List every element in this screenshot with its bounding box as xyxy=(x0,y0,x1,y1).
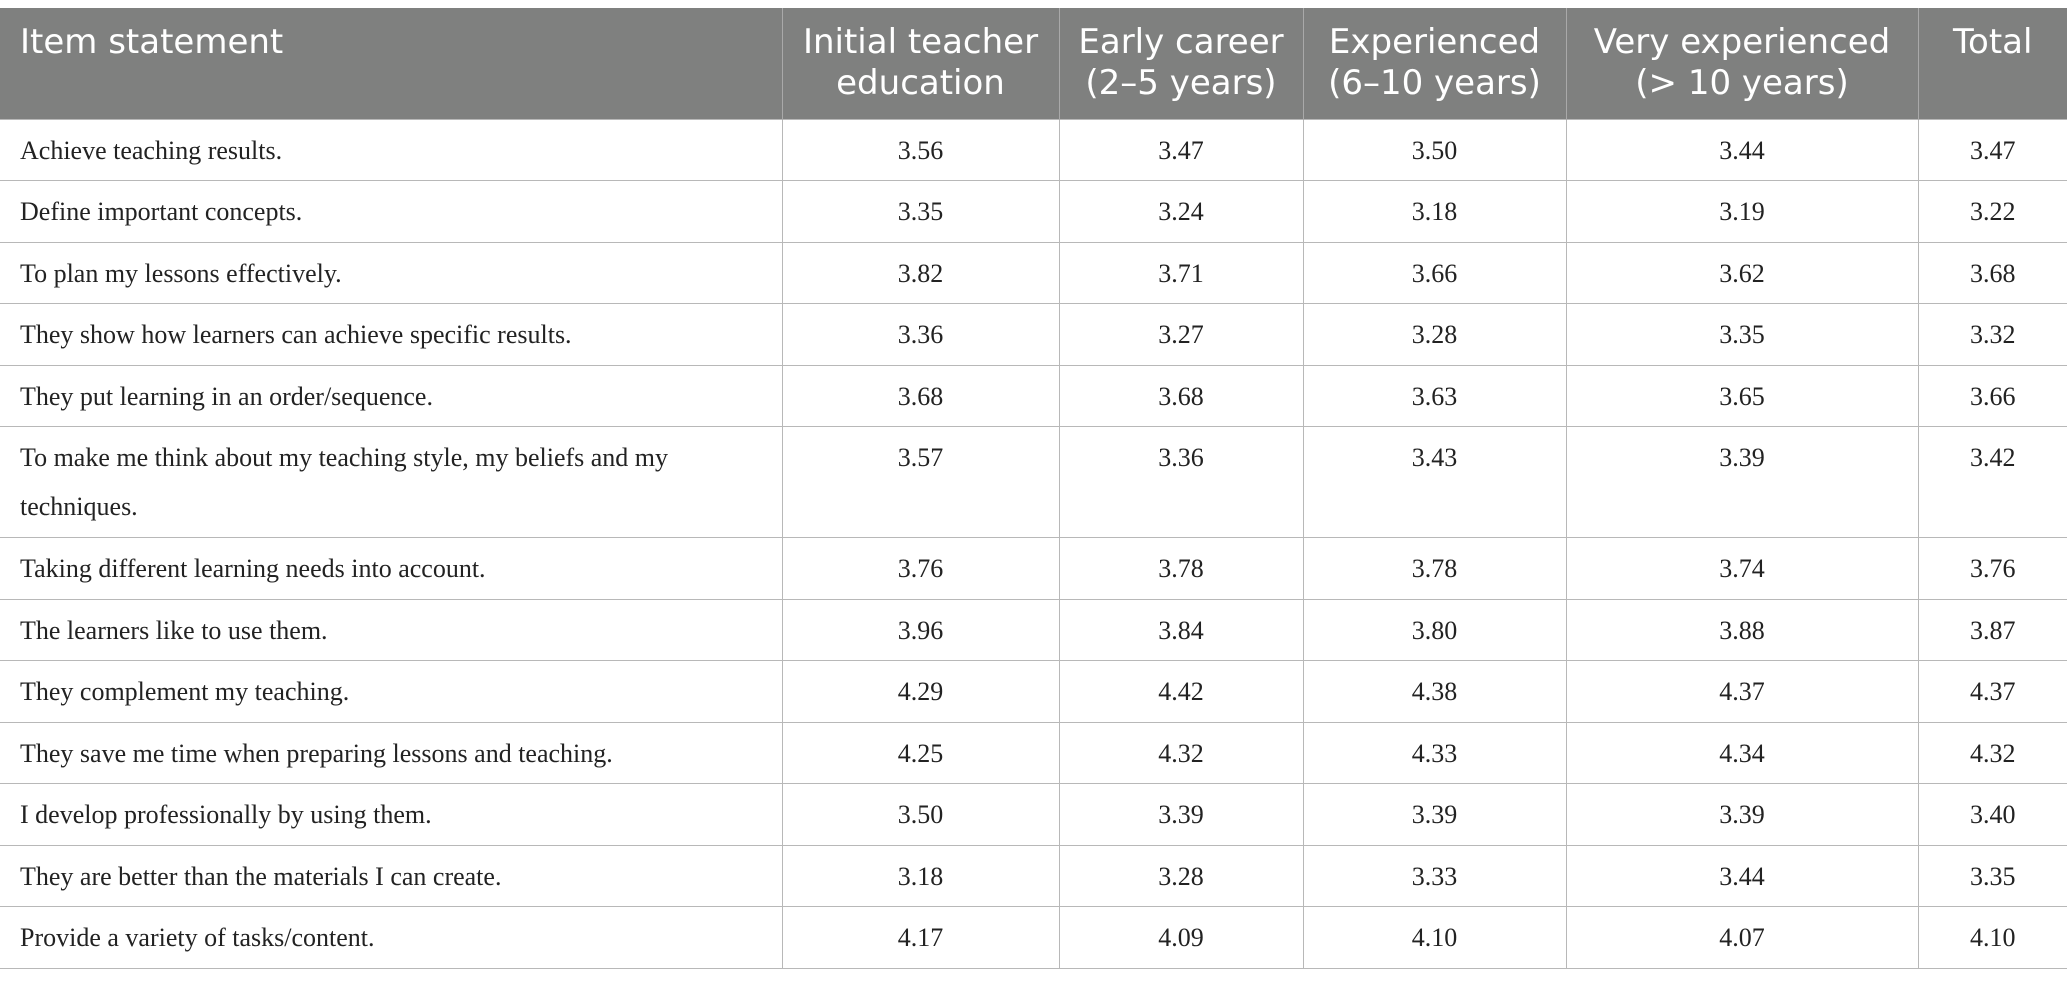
value-cell: 4.07 xyxy=(1566,907,1918,969)
value-cell: 4.38 xyxy=(1303,661,1566,723)
item-statement-cell: They save me time when preparing lessons and teaching. xyxy=(0,722,782,784)
header-early-career: Early career (2–5 years) xyxy=(1059,8,1303,119)
value-cell: 3.43 xyxy=(1303,427,1566,538)
table-row xyxy=(0,538,2067,600)
table-row xyxy=(0,907,2067,969)
table-row xyxy=(0,661,2067,723)
item-statement-cell: Taking different learning needs into account. xyxy=(0,538,782,600)
total-cell: 3.35 xyxy=(1918,845,2067,907)
value-cell: 3.68 xyxy=(1059,365,1303,427)
value-cell: 3.39 xyxy=(1303,784,1566,846)
header-experienced: Experienced (6–10 years) xyxy=(1303,8,1566,119)
value-cell: 3.96 xyxy=(782,599,1059,661)
value-cell: 3.57 xyxy=(782,427,1059,538)
item-statement-cell: I develop professionally by using them. xyxy=(0,784,782,846)
header-row xyxy=(0,8,2067,119)
value-cell: 3.19 xyxy=(1566,181,1918,243)
table-row xyxy=(0,119,2067,181)
table-header xyxy=(0,8,2067,119)
value-cell: 3.44 xyxy=(1566,119,1918,181)
table-body xyxy=(0,119,2067,968)
table-row xyxy=(0,304,2067,366)
value-cell: 3.80 xyxy=(1303,599,1566,661)
value-cell: 4.29 xyxy=(782,661,1059,723)
total-cell: 3.68 xyxy=(1918,242,2067,304)
total-cell: 3.32 xyxy=(1918,304,2067,366)
value-cell: 3.39 xyxy=(1566,784,1918,846)
value-cell: 3.39 xyxy=(1059,784,1303,846)
total-cell: 4.37 xyxy=(1918,661,2067,723)
value-cell: 3.18 xyxy=(782,845,1059,907)
value-cell: 3.39 xyxy=(1566,427,1918,538)
value-cell: 3.74 xyxy=(1566,538,1918,600)
value-cell: 3.24 xyxy=(1059,181,1303,243)
item-statement-cell: The learners like to use them. xyxy=(0,599,782,661)
total-cell: 4.10 xyxy=(1918,907,2067,969)
value-cell: 3.50 xyxy=(1303,119,1566,181)
value-cell: 4.10 xyxy=(1303,907,1566,969)
item-statement-cell: They are better than the materials I can create. xyxy=(0,845,782,907)
header-item-statement: Item statement xyxy=(0,8,782,119)
item-statement-cell: To plan my lessons effectively. xyxy=(0,242,782,304)
value-cell: 4.34 xyxy=(1566,722,1918,784)
value-cell: 3.35 xyxy=(782,181,1059,243)
total-cell: 3.87 xyxy=(1918,599,2067,661)
header-total: Total xyxy=(1918,8,2067,119)
value-cell: 3.33 xyxy=(1303,845,1566,907)
total-cell: 3.40 xyxy=(1918,784,2067,846)
table-row xyxy=(0,599,2067,661)
value-cell: 4.25 xyxy=(782,722,1059,784)
item-statement-cell: To make me think about my teaching style, my beliefs and my techniques. xyxy=(0,427,782,538)
item-statement-cell: Define important concepts. xyxy=(0,181,782,243)
value-cell: 3.78 xyxy=(1303,538,1566,600)
total-cell: 3.66 xyxy=(1918,365,2067,427)
value-cell: 3.18 xyxy=(1303,181,1566,243)
header-initial-teacher-education: Initial teacher education xyxy=(782,8,1059,119)
value-cell: 3.82 xyxy=(782,242,1059,304)
value-cell: 3.63 xyxy=(1303,365,1566,427)
table-row xyxy=(0,181,2067,243)
value-cell: 4.33 xyxy=(1303,722,1566,784)
table-row xyxy=(0,365,2067,427)
value-cell: 3.27 xyxy=(1059,304,1303,366)
value-cell: 4.42 xyxy=(1059,661,1303,723)
total-cell: 3.22 xyxy=(1918,181,2067,243)
table-row xyxy=(0,784,2067,846)
value-cell: 4.09 xyxy=(1059,907,1303,969)
value-cell: 3.66 xyxy=(1303,242,1566,304)
table-row xyxy=(0,845,2067,907)
value-cell: 3.36 xyxy=(782,304,1059,366)
value-cell: 3.56 xyxy=(782,119,1059,181)
item-statement-cell: They show how learners can achieve specific results. xyxy=(0,304,782,366)
value-cell: 3.44 xyxy=(1566,845,1918,907)
value-cell: 4.17 xyxy=(782,907,1059,969)
value-cell: 3.78 xyxy=(1059,538,1303,600)
value-cell: 3.71 xyxy=(1059,242,1303,304)
total-cell: 3.42 xyxy=(1918,427,2067,538)
results-table xyxy=(0,8,2067,969)
value-cell: 3.35 xyxy=(1566,304,1918,366)
value-cell: 3.50 xyxy=(782,784,1059,846)
value-cell: 4.37 xyxy=(1566,661,1918,723)
table-row xyxy=(0,242,2067,304)
value-cell: 3.65 xyxy=(1566,365,1918,427)
value-cell: 3.68 xyxy=(782,365,1059,427)
value-cell: 3.76 xyxy=(782,538,1059,600)
value-cell: 4.32 xyxy=(1059,722,1303,784)
item-statement-cell: Achieve teaching results. xyxy=(0,119,782,181)
value-cell: 3.47 xyxy=(1059,119,1303,181)
total-cell: 3.76 xyxy=(1918,538,2067,600)
value-cell: 3.28 xyxy=(1303,304,1566,366)
value-cell: 3.88 xyxy=(1566,599,1918,661)
header-very-experienced: Very experienced (> 10 years) xyxy=(1566,8,1918,119)
value-cell: 3.36 xyxy=(1059,427,1303,538)
item-statement-cell: They complement my teaching. xyxy=(0,661,782,723)
value-cell: 3.62 xyxy=(1566,242,1918,304)
item-statement-cell: Provide a variety of tasks/content. xyxy=(0,907,782,969)
total-cell: 4.32 xyxy=(1918,722,2067,784)
total-cell: 3.47 xyxy=(1918,119,2067,181)
value-cell: 3.84 xyxy=(1059,599,1303,661)
table-row xyxy=(0,427,2067,538)
table-row xyxy=(0,722,2067,784)
item-statement-cell: They put learning in an order/sequence. xyxy=(0,365,782,427)
value-cell: 3.28 xyxy=(1059,845,1303,907)
